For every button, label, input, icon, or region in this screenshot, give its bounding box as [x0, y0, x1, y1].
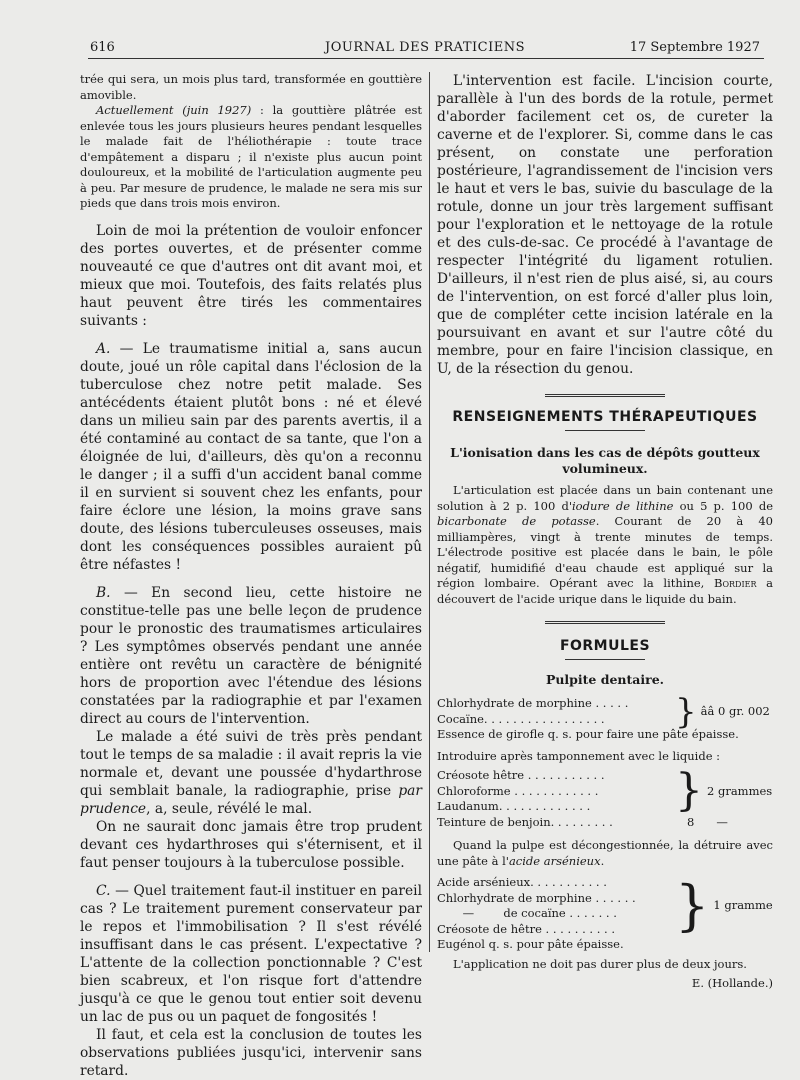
point-c [80, 882, 422, 1026]
brace-icon: } [675, 765, 703, 817]
right-column [437, 72, 773, 992]
formula-benjoin [437, 815, 773, 831]
point-c-label: C. [96, 882, 111, 899]
formula-quantity: 2 grammes [707, 783, 773, 798]
section-title-therapeutics: RENSEIGNEMENTS THÉRAPEUTIQUES [452, 409, 758, 425]
point-b-label: B. [96, 584, 111, 601]
formula-group-3 [437, 875, 773, 937]
formula-line: Laudanum. . . . . . . . . . . . . [437, 799, 591, 813]
formula-application: L'application ne doit pas durer plus de deux jours. [453, 956, 747, 971]
column-divider [429, 72, 430, 952]
formula-line: Chloroforme . . . . . . . . . . . . [437, 783, 599, 798]
case-continuation: trée qui sera, un mois plus tard, transformée en gouttière amovible. [80, 72, 422, 102]
case-date-label: Actuellement (juin 1927) [96, 103, 252, 117]
formula-line: Cocaïne. . . . . . . . . . . . . . . . . [437, 711, 605, 726]
formula-essence: Essence de girofle q. s. pour faire une pâte épaisse. [437, 727, 739, 741]
formula-quantity: ââ 0 gr. 002 [700, 703, 770, 718]
point-a-text: — Le traumatisme initial a, sans aucun doute, joué un rôle capital dans l'éclosion de la tuberculose chez notre petit malade. Ses antécédents étaient plutôt bons : né et élevé dans un milieu sain par des parents avertis, il a été contaminé au contact de sa tante, que l'on a éloignée de lui, d'ailleurs, dès qu'on a reconnu le danger ; il a suffi d'un accident banal comme il en survient si souvent chez les enfants, pour faire éclore une lésion, la moins grave sans doute, des lésions tuberculeuses osseuses, mais dont les conséquences possibles auraient pû être néfastes ! [80, 340, 422, 573]
formula-group-1 [437, 691, 773, 732]
paragraph-follow-up [80, 728, 422, 818]
commentary-intro: Loin de moi la prétention de vouloir enfoncer des portes ouvertes, et de présenter comme nouveauté ce que d'autres ont dit avant moi, et mieux que moi. Toutefois, des faits relatés plus haut peuvent être tirés les commentaires suivants : [80, 222, 422, 329]
case-current-status [80, 103, 422, 212]
page-number: 616 [90, 40, 115, 55]
formula-group-2-items [437, 768, 673, 815]
formula-line: Chlorhydrate de morphine . . . . . . [437, 890, 636, 905]
formula-line: Chlorhydrate de morphine . . . . . [437, 696, 629, 710]
brace-icon: } [675, 874, 710, 937]
issue-date: 17 Septembre 1927 [629, 40, 760, 55]
formula-instruction: Introduire après tamponnement avec le liquide : [437, 748, 721, 763]
formula-title: Pulpite dentaire. [545, 672, 665, 687]
point-b-text: — En second lieu, cette histoire ne constitue-telle pas une belle leçon de prudence pour le pronostic des traumatismes articulaires ? Les symptômes observés pendant une année entière ont revêtu un caractère de bénignité hors de proportion avec l'étendue des lésions constatées par la radiographie et par l'examen direct au cours de l'intervention. [80, 584, 422, 727]
follow-up-italic: par prudence [80, 782, 422, 817]
formula-eugenol: Eugénol q. s. pour pâte épaisse. [437, 937, 624, 951]
formula-line: Acide arsénieux. . . . . . . . . . . [437, 875, 607, 889]
formula-line: Créosote de hêtre . . . . . . . . . . [437, 921, 616, 936]
arsenic-text-a: Quand la pulpe est décongestionnée, la détruire avec une pâte à l' [437, 838, 773, 868]
formula-quantity: 8 [687, 814, 695, 829]
author-signature: E. (Hollande.) [691, 976, 773, 990]
article-body [437, 483, 773, 607]
article-text-c: . Courant de 20 à 40 milliampères, vingt à trente minutes de temps. L'électrode positive est placée dans le bain, le pôle négatif, humidifié d'eau chaude est appliqué sur la région lombaire. Opérant avec la lithine, [437, 514, 773, 590]
page-header [90, 40, 760, 60]
follow-up-text-a: Le malade a été suivi de très près pendant tout le temps de sa maladie : il avait repris la vie normale et, devant une poussée d'hydarthrose qui semblait banale, la radiographie, prise [80, 728, 422, 799]
article-title: L'ionisation dans les cas de dépôts goutteux volumineux. [450, 445, 760, 476]
formula-line: Teinture de benjoin. . . . . . . . . [437, 814, 613, 829]
follow-up-text-b: , a, seule, révélé le mal. [146, 800, 313, 817]
article-author: Bordier [714, 576, 757, 590]
formula-block [437, 691, 773, 992]
section-separator-2 [545, 621, 665, 624]
formula-dash: — [716, 814, 728, 829]
case-status-text: : la gouttière plâtrée est enlevée tous les jours plusieurs heures pendant lesquelles le malade fait de l'héliothérapie : toute trace d'empâtement a disparu ; il n'existe plus aucun point douloureux, et la mobilité de l'articulation augmente peu à peu. Par mesure de prudence, le malade ne sera mis sur pieds que dans trois mois environ. [80, 103, 422, 210]
article-italic-1: iodure de lithine [572, 498, 674, 513]
brace-icon: } [675, 691, 697, 732]
article-text-b: ou 5 p. 100 de [673, 498, 774, 513]
formula-group-3-items [437, 875, 673, 937]
point-a-label: A. [96, 340, 111, 357]
article-text-d: a découvert de l'acide urique dans le liquide du bain. [437, 576, 773, 606]
section-underline-2 [565, 659, 645, 660]
section-underline [565, 430, 645, 431]
arsenic-italic: acide arsénieux [508, 853, 601, 868]
article-italic-2: bicarbonate de potasse [437, 514, 596, 528]
formula-line: — de cocaïne . . . . . . . [437, 906, 617, 920]
point-c-text: — Quel traitement faut-il instituer en pareil cas ? Le traitement purement conservateur par le repos et l'immobilisation ? Il s'est révélé insuffisant dans le cas présent. L'expectative ? L'attente de la collection ponctionnable ? C'est bien scabreux, et l'on risque fort d'attendre jusqu'à ce que le genou tout entier soit devenu un lac de pus ou un paquet de fongosités ! [80, 882, 422, 1025]
formula-quantity: 1 gramme [713, 898, 773, 913]
point-b [80, 584, 422, 728]
paragraph-prudence: On ne saurait donc jamais être trop prudent devant ces hydarthroses qui s'éternisent, et il faut penser toujours à la tuberculose possible. [80, 818, 422, 871]
journal-title: JOURNAL DES PRATICIENS [325, 40, 525, 55]
paragraph-conclusion: Il faut, et cela est la conclusion de toutes les observations publiées jusqu'ici, intervenir sans retard. [80, 1026, 422, 1079]
header-rule [88, 58, 764, 59]
point-a [80, 340, 422, 574]
formula-arsenic-intro [437, 838, 773, 869]
formula-group-2 [437, 765, 773, 817]
formula-line: Créosote hêtre . . . . . . . . . . . [437, 768, 605, 782]
arsenic-text-b: . [600, 853, 605, 868]
intervention-paragraph: L'intervention est facile. L'incision courte, parallèle à l'un des bords de la rotule, permet d'aborder facilement cet os, de cureter la caverne et de l'explorer. Si, comme dans le cas présent, on constate une perforation postérieure, l'agrandissement de l'incision vers le haut et vers le bas, suivie du basculage de la rotule, donne un jour très largement suffisant pour l'exploration et le nettoyage de la rotule et des culs-de-sac. Ce procédé à l'avantage de respecter l'intégrité du ligament rotulien. D'ailleurs, il n'est rien de plus aisé, si, au cours de l'intervention, on est forcé d'aller plus loin, que de compléter cette incision latérale en la poursuivant en avant et sur l'autre côté du membre, pour en faire l'incision classique, en U, de la résection du genou. [437, 73, 773, 377]
section-title-formulas: FORMULES [559, 638, 651, 654]
formula-group-1-items [437, 696, 673, 727]
left-column [80, 72, 422, 1080]
article-text-a: L'articulation est placée dans un bain contenant une solution à 2 p. 100 d' [437, 483, 773, 513]
section-separator [545, 394, 665, 397]
